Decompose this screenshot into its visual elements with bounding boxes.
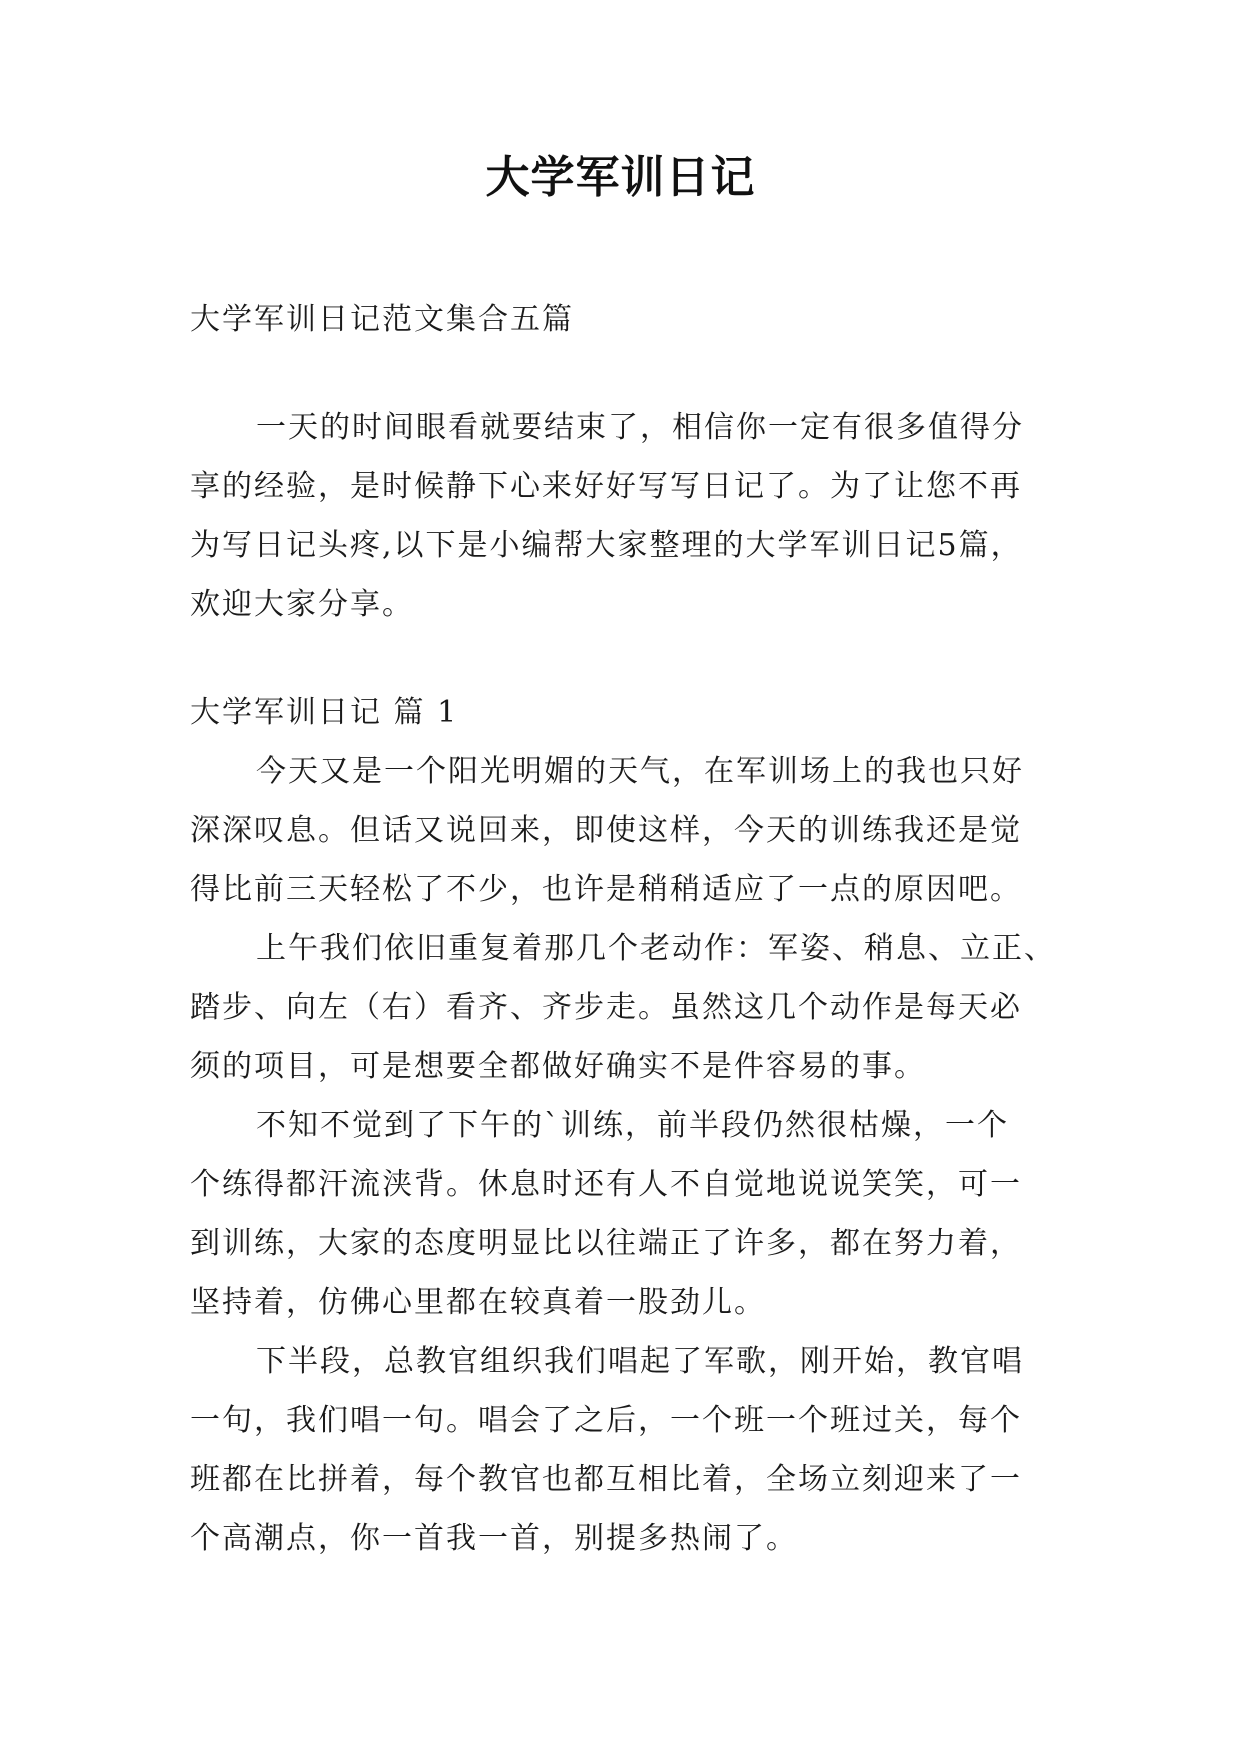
intro-line: 为写日记头疼,以下是小编帮大家整理的大学军训日记5篇， (190, 528, 1023, 563)
paragraph-line: 下半段，总教官组织我们唱起了军歌，刚开始，教官唱 (256, 1344, 1024, 1379)
paragraph-line: 上午我们依旧重复着那几个老动作：军姿、稍息、立正、 (256, 931, 1056, 966)
paragraph-line: 深深叹息。但话又说回来，即使这样，今天的训练我还是觉 (190, 813, 1022, 848)
document-body (190, 290, 1070, 1568)
intro-line: 享的经验，是时候静下心来好好写写日记了。为了让您不再 (190, 469, 1022, 504)
intro-line: 一天的时间眼看就要结束了，相信你一定有很多值得分 (256, 410, 1024, 445)
intro-paragraph (190, 398, 1070, 634)
paragraph-line: 个高潮点，你一首我一首，别提多热闹了。 (190, 1521, 798, 1556)
section-heading: 大学军训日记 篇 1 (190, 695, 459, 730)
paragraph-line: 班都在比拼着，每个教官也都互相比着，全场立刻迎来了一 (190, 1462, 1022, 1497)
document-title: 大学军训日记 (485, 152, 756, 203)
paragraph-line: 须的项目，可是想要全都做好确实不是件容易的事。 (190, 1049, 926, 1084)
body-paragraph-2 (190, 919, 1070, 1096)
paragraph-line: 坚持着，仿佛心里都在较真着一股劲儿。 (190, 1285, 766, 1320)
paragraph-line: 到训练，大家的态度明显比以往端正了许多，都在努力着， (190, 1226, 1022, 1261)
paragraph-line: 个练得都汗流浃背。休息时还有人不自觉地说说笑笑，可一 (190, 1167, 1022, 1202)
body-paragraph-3 (190, 1096, 1070, 1332)
paragraph-line: 踏步、向左（右）看齐、齐步走。虽然这几个动作是每天必 (190, 990, 1022, 1025)
body-paragraph-1 (190, 742, 1070, 919)
body-paragraph-4 (190, 1332, 1070, 1568)
intro-line: 欢迎大家分享。 (190, 587, 414, 622)
paragraph-line: 得比前三天轻松了不少，也许是稍稍适应了一点的原因吧。 (190, 872, 1022, 907)
paragraph-line: 不知不觉到了下午的`训练，前半段仍然很枯燥，一个 (256, 1108, 1009, 1143)
document-subtitle: 大学军训日记范文集合五篇 (190, 302, 574, 337)
paragraph-line: 一句，我们唱一句。唱会了之后，一个班一个班过关，每个 (190, 1403, 1022, 1438)
paragraph-line: 今天又是一个阳光明媚的天气，在军训场上的我也只好 (256, 754, 1024, 789)
